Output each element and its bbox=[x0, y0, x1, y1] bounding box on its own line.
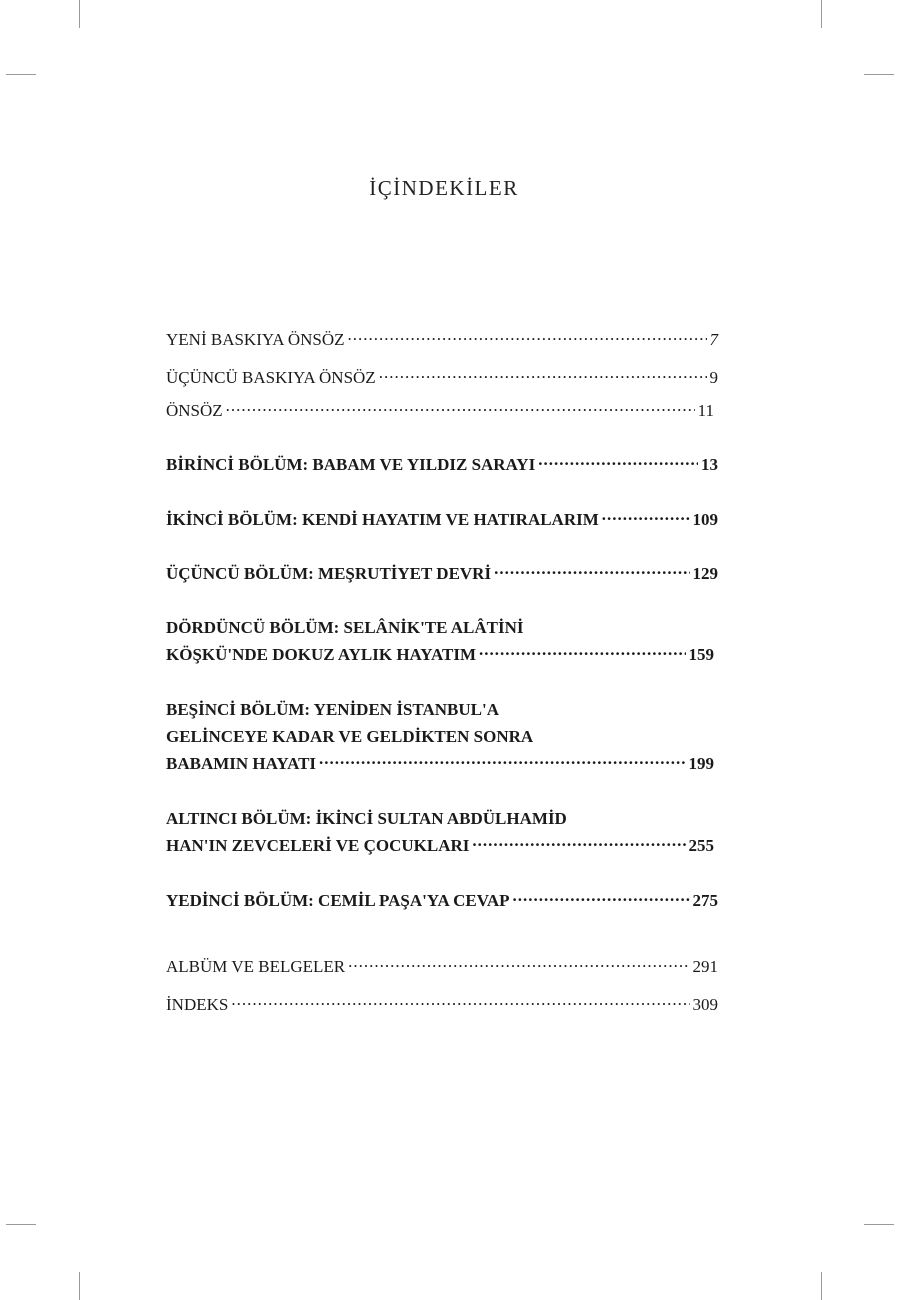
toc-leader-dots bbox=[226, 399, 695, 416]
toc-chapter bbox=[166, 887, 718, 914]
toc-entry-title: ÜÇÜNCÜ BASKIYA ÖNSÖZ bbox=[166, 368, 376, 387]
toc-chapter bbox=[166, 451, 718, 478]
toc-chapter-page: 109 bbox=[692, 510, 718, 529]
page-title: İÇİNDEKİLER bbox=[369, 176, 519, 200]
toc-entry-title: ÖNSÖZ bbox=[166, 401, 223, 420]
toc-entry-page: 11 bbox=[697, 401, 714, 420]
toc-chapter bbox=[166, 506, 718, 533]
toc-entry bbox=[166, 953, 718, 980]
toc-chapter-page: 255 bbox=[688, 836, 714, 855]
crop-mark-left-top bbox=[6, 74, 36, 75]
toc-leader-dots bbox=[472, 834, 685, 851]
toc-leader-dots bbox=[348, 328, 707, 345]
toc-chapter-title: HAN'IN ZEVCELERİ VE ÇOCUKLARI bbox=[166, 836, 470, 855]
toc-chapter-title: BABAMIN HAYATI bbox=[166, 754, 317, 773]
toc-chapter-title-line: ALTINCI BÖLÜM: İKİNCİ SULTAN ABDÜLHAMİD bbox=[166, 809, 567, 828]
toc-entry-page: 309 bbox=[692, 995, 718, 1014]
toc-chapter-title-line: BEŞİNCİ BÖLÜM: YENİDEN İSTANBUL'A bbox=[166, 700, 499, 719]
toc-leader-dots bbox=[602, 508, 690, 525]
toc-entry-page: 291 bbox=[692, 957, 718, 976]
toc-chapter bbox=[166, 614, 714, 668]
toc-leader-dots bbox=[494, 562, 689, 579]
toc-entry bbox=[166, 364, 718, 391]
toc-entry-page: 7 bbox=[709, 330, 718, 349]
crop-mark-right-top bbox=[864, 74, 894, 75]
toc-leader-dots bbox=[538, 453, 698, 470]
toc-entry-title: YENİ BASKIYA ÖNSÖZ bbox=[166, 330, 345, 349]
toc-entry-title: İNDEKS bbox=[166, 995, 229, 1014]
toc-leader-dots bbox=[231, 993, 689, 1010]
toc-chapter-title-line: DÖRDÜNCÜ BÖLÜM: SELÂNİK'TE ALÂTİNİ bbox=[166, 618, 524, 637]
toc-chapter bbox=[166, 696, 714, 777]
toc-leader-dots bbox=[513, 889, 690, 906]
toc-chapter-page: 275 bbox=[692, 891, 718, 910]
toc-entry-page: 9 bbox=[709, 368, 718, 387]
crop-mark-left-bottom bbox=[6, 1224, 36, 1225]
toc-chapter-title: İKİNCİ BÖLÜM: KENDİ HAYATIM VE HATIRALARIM bbox=[166, 510, 599, 529]
crop-mark-bottom-left bbox=[79, 1272, 80, 1300]
crop-mark-right-bottom bbox=[864, 1224, 894, 1225]
toc-chapter-title: ÜÇÜNCÜ BÖLÜM: MEŞRUTİYET DEVRİ bbox=[166, 564, 492, 583]
crop-mark-top-left bbox=[79, 0, 80, 28]
toc-entry bbox=[166, 397, 714, 424]
toc-leader-dots bbox=[379, 366, 707, 383]
toc-chapter-page: 159 bbox=[688, 645, 714, 664]
toc-leader-dots bbox=[348, 955, 689, 972]
toc-entry bbox=[166, 326, 718, 353]
toc-chapter bbox=[166, 805, 714, 859]
toc-chapter-page: 129 bbox=[692, 564, 718, 583]
toc-entry-title: ALBÜM VE BELGELER bbox=[166, 957, 346, 976]
toc-entry bbox=[166, 991, 718, 1018]
toc-chapter-title-line: GELİNCEYE KADAR VE GELDİKTEN SONRA bbox=[166, 727, 534, 746]
toc-chapter-page: 13 bbox=[701, 455, 718, 474]
toc-chapter-page: 199 bbox=[688, 754, 714, 773]
toc-chapter-title: KÖŞKÜ'NDE DOKUZ AYLIK HAYATIM bbox=[166, 645, 477, 664]
toc-chapter-title: YEDİNCİ BÖLÜM: CEMİL PAŞA'YA CEVAP bbox=[166, 891, 510, 910]
crop-mark-top-right bbox=[821, 0, 822, 28]
crop-mark-bottom-right bbox=[821, 1272, 822, 1300]
toc-chapter bbox=[166, 560, 718, 587]
toc-leader-dots bbox=[319, 752, 685, 769]
toc-chapter-title: BİRİNCİ BÖLÜM: BABAM VE YILDIZ SARAYI bbox=[166, 455, 536, 474]
toc-leader-dots bbox=[479, 643, 685, 660]
